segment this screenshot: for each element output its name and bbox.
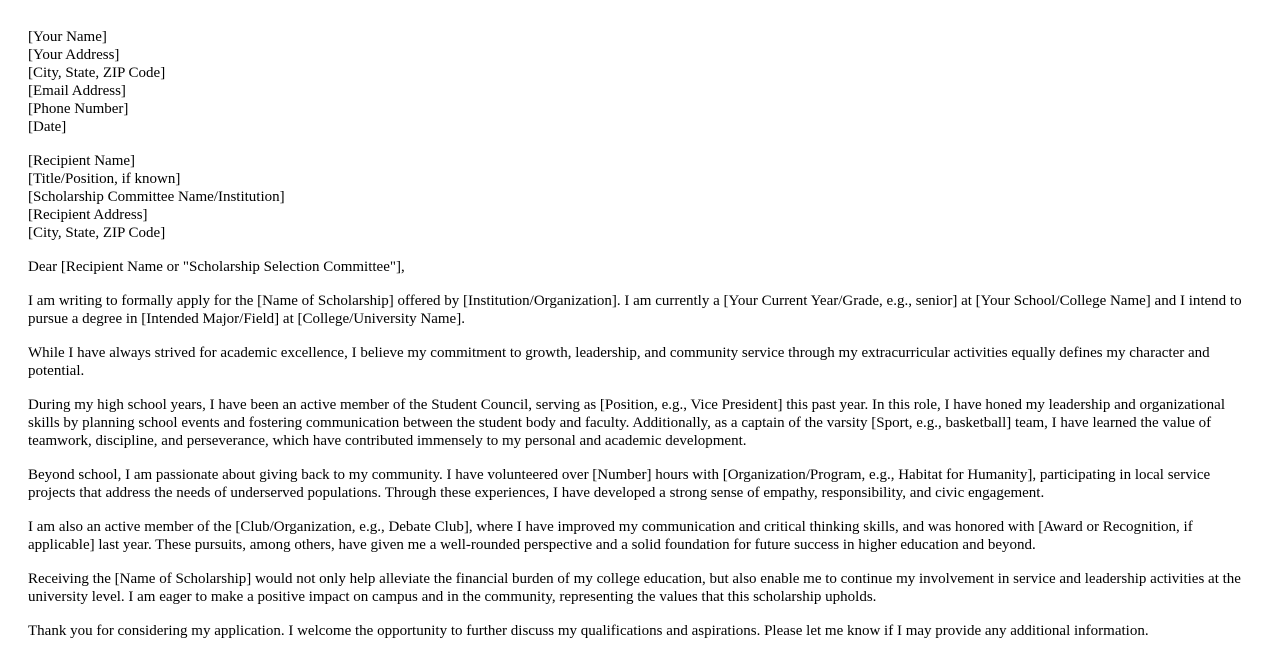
sender-email: [Email Address] bbox=[28, 83, 126, 99]
sender-city-state-zip: [City, State, ZIP Code] bbox=[28, 65, 166, 81]
paragraph-clubs: I am also an active member of the [Club/Organization, e.g., Debate Club], where I have improved my communication and critical thinking skills, and was honored with [Award or Recognition, if applicable] last year. These pursuits, among others, have given me a well-rounded perspective and a solid foundation for future success in higher education and beyond. bbox=[28, 519, 1193, 553]
sender-phone: [Phone Number] bbox=[28, 101, 129, 117]
paragraph-closing: Thank you for considering my application. I welcome the opportunity to further discuss my qualifications and aspirations. Please let me know if I may provide any additional information. bbox=[28, 623, 1149, 639]
recipient-address: [Recipient Address] bbox=[28, 207, 148, 223]
sender-address: [Your Address] bbox=[28, 47, 120, 63]
letter-date: [Date] bbox=[28, 119, 67, 135]
recipient-city-state-zip: [City, State, ZIP Code] bbox=[28, 225, 166, 241]
recipient-committee: [Scholarship Committee Name/Institution] bbox=[28, 189, 285, 205]
recipient-address-block bbox=[28, 152, 1250, 242]
salutation: Dear [Recipient Name or "Scholarship Selection Committee"], bbox=[28, 259, 405, 275]
paragraph-scholarship-impact: Receiving the [Name of Scholarship] would not only help alleviate the financial burden of my college education, but also enable me to continue my involvement in service and leadership activities at the university level. I am eager to make a positive impact on campus and in the community, representing the values that this scholarship upholds. bbox=[28, 571, 1241, 605]
sender-name: [Your Name] bbox=[28, 29, 107, 45]
recipient-title: [Title/Position, if known] bbox=[28, 171, 181, 187]
paragraph-leadership: During my high school years, I have been an active member of the Student Council, serving as [Position, e.g., Vice President] this past year. In this role, I have honed my leadership and organizational skills by planning school events and fostering communication between the student body and faculty. Additionally, as a captain of the varsity [Sport, e.g., basketball] team, I have learned the value of teamwork, discipline, and perseverance, which have contributed immensely to my personal and academic development. bbox=[28, 397, 1225, 449]
paragraph-commitment: While I have always strived for academic excellence, I believe my commitment to growth, leadership, and community service through my extracurricular activities equally defines my character and potential. bbox=[28, 345, 1210, 379]
paragraph-introduction: I am writing to formally apply for the [Name of Scholarship] offered by [Institution/Organization]. I am currently a [Your Current Year/Grade, e.g., senior] at [Your School/College Name] and I intend to pursue a degree in [Intended Major/Field] at [College/University Name]. bbox=[28, 293, 1242, 327]
recipient-name: [Recipient Name] bbox=[28, 153, 136, 169]
sender-address-block bbox=[28, 28, 1250, 136]
paragraph-community-service: Beyond school, I am passionate about giving back to my community. I have volunteered over [Number] hours with [Organization/Program, e.g., Habitat for Humanity], participating in local service projects that address the needs of underserved populations. Through these experiences, I have developed a strong sense of empathy, responsibility, and civic engagement. bbox=[28, 467, 1211, 501]
